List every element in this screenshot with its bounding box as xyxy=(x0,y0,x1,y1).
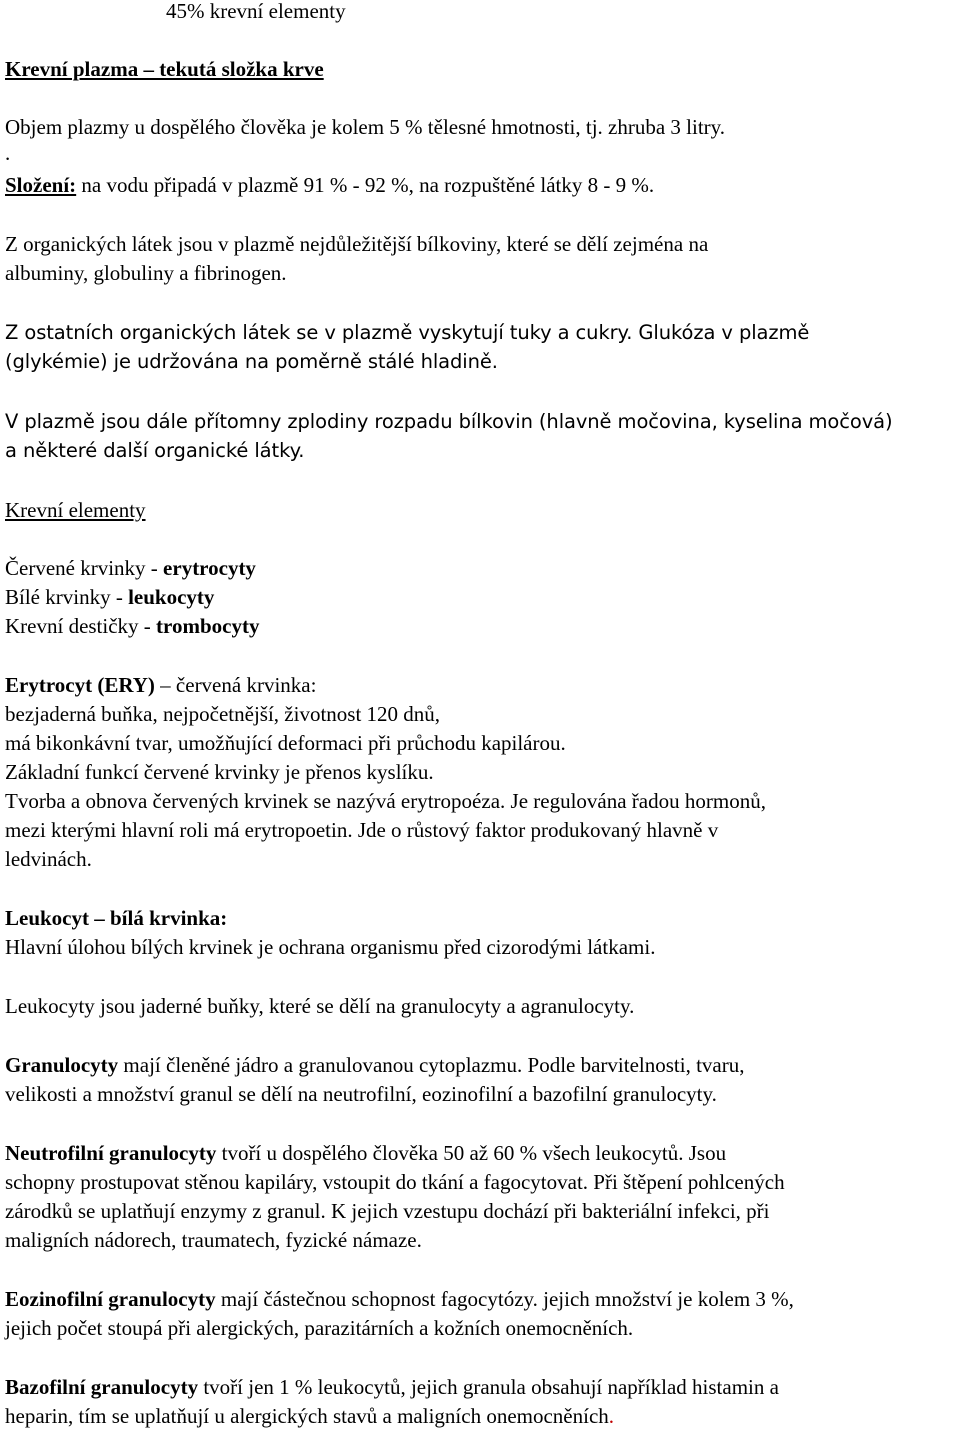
paragraph-line: Objem plazmy u dospělého člověka je kolem 5 % tělesné hmotnosti, tj. zhruba 3 litry. xyxy=(5,115,726,139)
paragraph-line: Hlavní úlohou bílých krvinek je ochrana organismu před cizorodými látkami. xyxy=(5,935,656,959)
leukocyte-heading: Leukocyt – bílá krvinka: xyxy=(5,906,228,930)
paragraph-line: schopny prostupovat stěnou kapiláry, vstoupit do tkání a fagocytovat. Při štěpení pohlcených xyxy=(5,1170,785,1194)
element-line-erythrocytes: Červené krvinky - erytrocyty xyxy=(5,556,256,580)
paragraph-line: Z organických látek jsou v plazmě nejdůležitější bílkoviny, které se dělí zejména na xyxy=(5,232,709,256)
paragraph-line: zárodků se uplatňují enzymy z granul. K jejich vzestupu dochází při bakteriální infekci, při xyxy=(5,1199,770,1223)
paragraph-line: Tvorba a obnova červených krvinek se nazývá erytropoéza. Je regulována řadou hormonů, xyxy=(5,789,766,813)
section-heading-plasma: Krevní plazma – tekutá složka krve xyxy=(5,57,324,81)
erythrocyte-heading: Erytrocyt (ERY) – červená krvinka: xyxy=(5,673,317,697)
paragraph-line: V plazmě jsou dále přítomny zplodiny rozpadu bílkovin (hlavně močovina, kyselina močová) xyxy=(5,410,893,433)
paragraph-line: bezjaderná buňka, nejpočetnější, životnost 120 dnů, xyxy=(5,702,441,726)
composition-line: Složení: na vodu připadá v plazmě 91 % - 92 %, na rozpuštěné látky 8 - 9 %. xyxy=(5,173,655,197)
element-line-leukocytes: Bílé krvinky - leukocyty xyxy=(5,585,215,609)
neutrophil-line: Neutrofilní granulocyty tvoří u dospělého člověka 50 až 60 % všech leukocytů. Jsou xyxy=(5,1141,727,1165)
paragraph-line: velikosti a množství granul se dělí na neutrofilní, eozinofilní a bazofilní granulocyty. xyxy=(5,1082,717,1106)
paragraph-line: heparin, tím se uplatňují u alergických stavů a maligních onemocněních. xyxy=(5,1404,615,1428)
paragraph-line: Leukocyty jsou jaderné buňky, které se dělí na granulocyty a agranulocyty. xyxy=(5,994,635,1018)
paragraph-line: Základní funkcí červené krvinky je přenos kyslíku. xyxy=(5,760,434,784)
paragraph-line: a některé další organické látky. xyxy=(5,439,305,462)
paragraph-line: (glykémie) je udržována na poměrně stálé hladině. xyxy=(5,350,498,373)
composition-label: Složení: xyxy=(5,173,77,197)
paragraph-line: Z ostatních organických látek se v plazmě vyskytují tuky a cukry. Glukóza v plazmě xyxy=(5,321,810,344)
paragraph-line: má bikonkávní tvar, umožňující deformaci při průchodu kapilárou. xyxy=(5,731,566,755)
red-period: . xyxy=(608,1404,615,1428)
paragraph-line: ledvinách. xyxy=(5,847,92,871)
paragraph-line: albuminy, globuliny a fibrinogen. xyxy=(5,261,287,285)
eosinophil-line: Eozinofilní granulocyty mají částečnou schopnost fagocytózy. jejich množství je kolem 3 %, xyxy=(5,1287,794,1311)
stray-period: . xyxy=(5,141,11,165)
section-heading-elements: Krevní elementy xyxy=(5,498,146,522)
paragraph-line: jejich počet stoupá při alergických, parazitárních a kožních onemocněních. xyxy=(5,1316,634,1340)
intro-line: 45% krevní elementy xyxy=(166,0,346,23)
granulocytes-line: Granulocyty mají členěné jádro a granulovanou cytoplazmu. Podle barvitelnosti, tvaru, xyxy=(5,1053,745,1077)
element-line-thrombocytes: Krevní destičky - trombocyty xyxy=(5,614,260,638)
basophil-line: Bazofilní granulocyty tvoří jen 1 % leukocytů, jejich granula obsahují například histamin a xyxy=(5,1375,779,1399)
paragraph-line: mezi kterými hlavní roli má erytropoetin. Jde o růstový faktor produkovaný hlavně v xyxy=(5,818,719,842)
paragraph-line: maligních nádorech, traumatech, fyzické námaze. xyxy=(5,1228,422,1252)
